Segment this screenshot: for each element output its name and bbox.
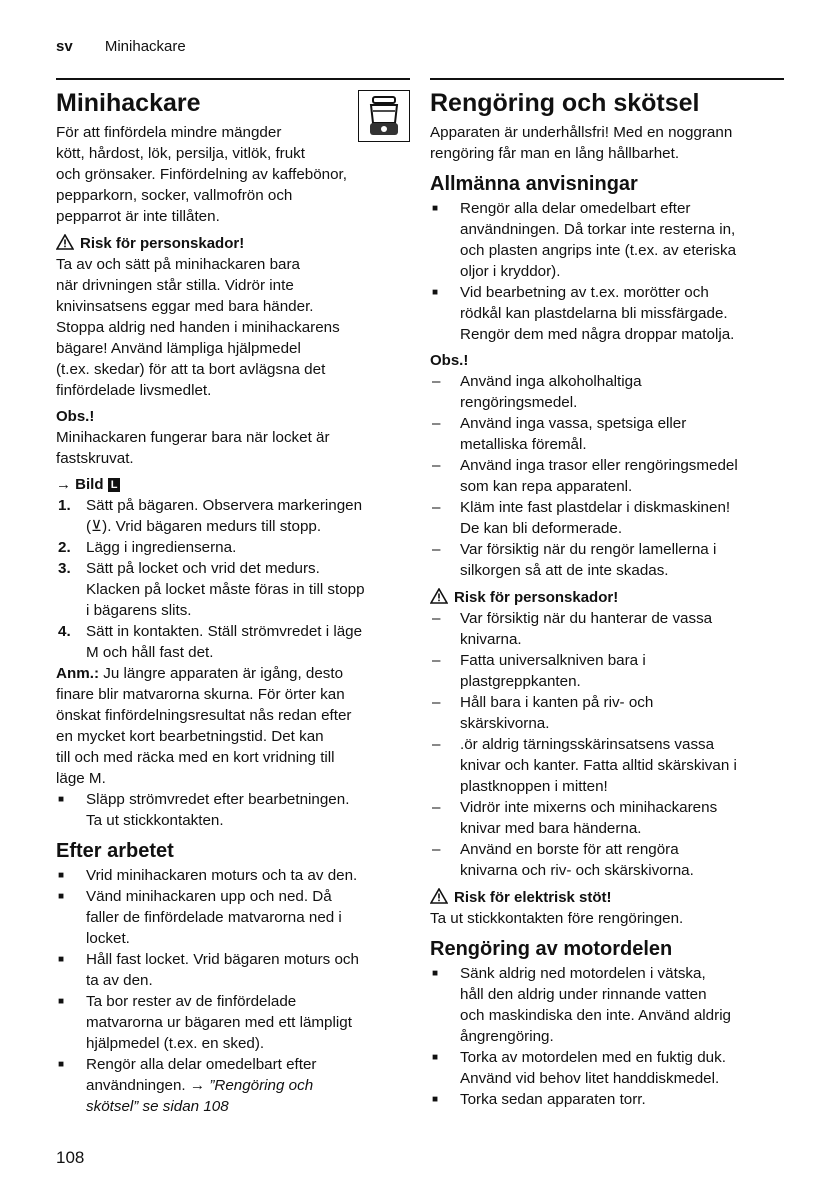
section-title-efter-arbetet: Efter arbetet	[56, 840, 174, 862]
list-item: 3. Sätt på locket och vrid det medurs. Klacken på locket måste föras in till stopp i bägarens slits.	[58, 560, 365, 619]
figure-reference: → Bild L	[56, 474, 410, 495]
column-rule	[430, 78, 784, 80]
list-item: ■ Vid bearbetning av t.ex. morötter och rödkål kan plastdelarna bli missfärgade. Rengör dem med några droppar matolja.	[430, 282, 784, 345]
list-item: ■ Vrid minihackaren moturs och ta av den.	[56, 865, 410, 886]
list-item: ■ Vänd minihackaren upp och ned. Då faller de finfördelade matvarorna ned i locket.	[56, 886, 410, 949]
section-title-minihackare: Minihackare	[56, 89, 201, 117]
section-title-allmanna: Allmänna anvisningar	[430, 173, 638, 195]
list-item: – Var försiktig när du hanterar de vassa knivarna.	[430, 608, 784, 650]
list-item: ■ Torka sedan apparaten torr.	[430, 1089, 784, 1110]
list-item: – Använd inga vassa, spetsiga eller metalliska föremål.	[430, 413, 784, 455]
page-header	[56, 38, 186, 55]
obs-list	[430, 371, 784, 581]
minichopper-icon	[358, 90, 410, 142]
list-item: ■ Sänk aldrig ned motordelen i vätska, håll den aldrig under rinnande vatten och maskindiska den inte. Använd aldrig ångrengöring.	[430, 963, 784, 1047]
warning-heading: Risk för personskador!	[56, 233, 410, 254]
left-column	[56, 78, 410, 1117]
obs-text: Minihackaren fungerar bara när locket är fastskruvat.	[56, 429, 330, 467]
column-rule	[56, 78, 410, 80]
warning-heading: Risk för elektrisk stöt!	[430, 887, 784, 908]
list-item: – Var försiktig när du rengör lamellerna i silkorgen så att de inte skadas.	[430, 539, 784, 581]
list-item: ■ Torka av motordelen med en fuktig duk. Använd vid behov litet handdiskmedel.	[430, 1047, 784, 1089]
list-item: – .ör aldrig tärningsskärinsatsens vassa knivar och kanter. Fatta alltid skärskivan i plastknoppen i mitten!	[430, 734, 784, 797]
obs-heading: Obs.!	[430, 352, 469, 369]
after-steps-list	[56, 789, 410, 831]
list-item: 2. Lägg i ingredienserna.	[58, 539, 237, 556]
intro-text: För att finfördela mindre mängder kött, hårdost, lök, persilja, vitlök, frukt och grönsaker. Finfördelning av kaffebönor, pepparkorn, socker, vallmofrön och pepparrot är inte tillåten.	[56, 124, 348, 225]
note-text: Anm.: Ju längre apparaten är igång, desto finare blir matvarorna skurna. För örter kan önskat finfördelningsresultat nås redan efter en mycket kort bearbetningstid. Det kan till och med räcka med en kort vridning till läge M.	[56, 665, 352, 787]
section-title-rengoring: Rengöring och skötsel	[430, 89, 700, 117]
right-column	[430, 78, 784, 1110]
warning-text: Ta ut stickkontakten före rengöringen.	[430, 910, 684, 927]
list-item: – Använd inga trasor eller rengöringsmedel som kan repa apparatenl.	[430, 455, 784, 497]
arrow-icon: →	[189, 1077, 206, 1094]
list-item: – Vidrör inte mixerns och minihackarens knivar med bara händerna.	[430, 797, 784, 839]
warning-icon	[56, 234, 74, 250]
list-item: – Fatta universalkniven bara i plastgreppkanten.	[430, 650, 784, 692]
list-item: 4. Sätt in kontakten. Ställ strömvredet i läge M och håll fast det.	[58, 623, 363, 661]
section-title-motordel: Rengöring av motordelen	[430, 938, 673, 960]
warning-icon	[430, 588, 448, 604]
list-item: ■ Ta bor rester av de finfördelade matvarorna ur bägaren med ett lämpligt hjälpmedel (t.ex. en sked).	[56, 991, 410, 1054]
language-code: sv	[56, 38, 73, 55]
warning-list	[430, 608, 784, 881]
list-item: ■ Rengör alla delar omedelbart efter användningen. Då torkar inte resterna in, och plasten angrips inte (t.ex. av eteriska oljor i kryddor).	[430, 198, 784, 282]
warning-text: Ta av och sätt på minihackaren bara när drivningen står stilla. Vidrör inte knivinsatsens eggar med bara händer. Stoppa aldrig ned handen i minihackarens bägare! Använd lämpliga hjälpmedel (t.ex. skedar) för att ta bort avlägsna det finfördelade livsmedlet.	[56, 256, 340, 399]
list-item: – Använd en borste för att rengöra knivarna och riv- och skärskivorna.	[430, 839, 784, 881]
intro-text: Apparaten är underhållsfri! Med en noggrann rengöring får man en lång hållbarhet.	[430, 124, 733, 162]
list-item: 1. Sätt på bägaren. Observera markeringen (⊻). Vrid bägaren medurs till stopp.	[58, 497, 363, 535]
page-number: 108	[56, 1148, 85, 1167]
allm-list	[430, 198, 784, 345]
cross-reference-link[interactable]: ”Rengöring och	[209, 1077, 314, 1094]
list-item: ■ Rengör alla delar omedelbart efter användningen. → ”Rengöring och skötsel” se sidan 108	[56, 1054, 410, 1117]
arrow-icon: →	[56, 476, 71, 493]
list-item: ■ Håll fast locket. Vrid bägaren moturs och ta av den.	[56, 949, 410, 991]
steps-list	[56, 495, 410, 663]
efter-list	[56, 865, 410, 1117]
list-item: – Håll bara i kanten på riv- och skärskivorna.	[430, 692, 784, 734]
list-item: ■ Släpp strömvredet efter bearbetningen. Ta ut stickkontakten.	[56, 789, 410, 831]
figure-box-label: L	[108, 478, 121, 492]
warning-heading: Risk för personskador!	[430, 587, 784, 608]
obs-heading: Obs.!	[56, 408, 95, 425]
list-item: – Använd inga alkoholhaltiga rengöringsmedel.	[430, 371, 784, 413]
motor-list	[430, 963, 784, 1110]
warning-icon	[430, 888, 448, 904]
cross-reference-link[interactable]: skötsel” se sidan 108	[86, 1098, 229, 1115]
header-title: Minihackare	[104, 38, 186, 55]
list-item: – Kläm inte fast plastdelar i diskmaskinen! De kan bli deformerade.	[430, 497, 784, 539]
